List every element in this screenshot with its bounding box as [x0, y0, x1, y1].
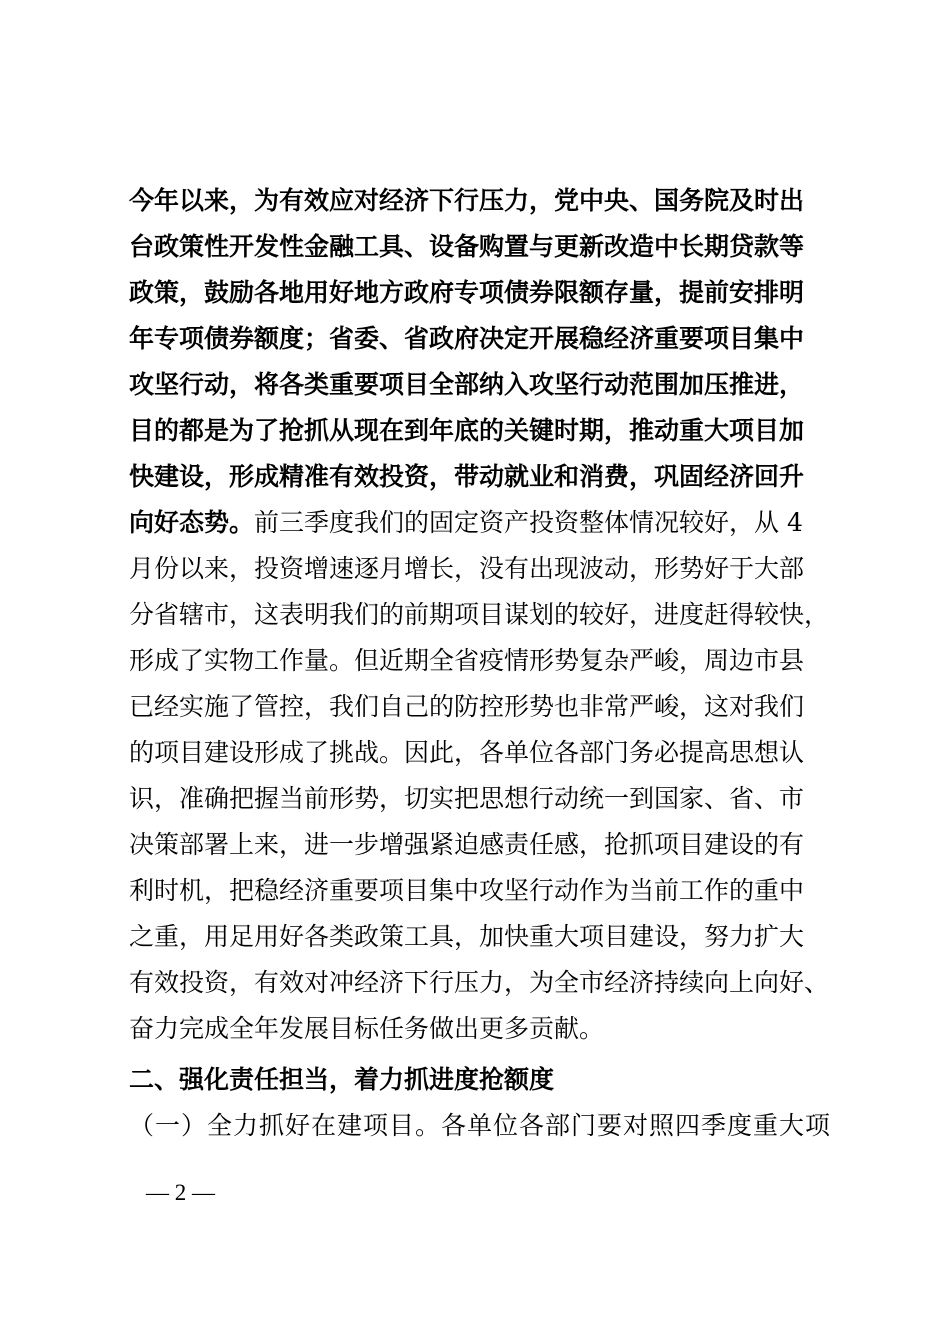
normal-text: 分省辖市，这表明我们的前期项目谋划的较好，进度赶得较快，: [129, 600, 830, 629]
bold-text: 台政策性开发性金融工具、设备购置与更新改造中长期贷款等: [129, 232, 805, 261]
paragraph-line: [129, 638, 829, 684]
paragraph-line: [129, 178, 829, 224]
paragraph-line: [129, 730, 829, 776]
normal-text: 有效投资，有效对冲经济下行压力，为全市经济持续向上向好、: [129, 968, 830, 997]
normal-text: 决策部署上来，进一步增强紧迫感责任感，抢抓项目建设的有: [129, 830, 805, 859]
bold-text: 攻坚行动，将各类重要项目全部纳入攻坚行动范围加压推进，: [129, 370, 805, 399]
bold-text: 今年以来，为有效应对经济下行压力，党中央、国务院及时出: [129, 186, 805, 215]
bold-text: 年专项债券额度；省委、省政府决定开展稳经济重要项目集中: [129, 324, 805, 353]
page-number: — 2 —: [146, 1180, 215, 1205]
normal-text: 已经实施了管控，我们自己的防控形势也非常严峻，这对我们: [129, 692, 805, 721]
paragraph-line: [129, 500, 829, 546]
paragraph-line: [129, 960, 829, 1006]
bold-text: 目的都是为了抢抓从现在到年底的关键时期，推动重大项目加: [129, 416, 805, 445]
paragraph-line: [129, 592, 829, 638]
bold-text: 向好态势。: [129, 508, 255, 537]
paragraph-line: [129, 914, 829, 960]
normal-text: 的项目建设形成了挑战。因此，各单位各部门务必提高思想认: [129, 738, 805, 767]
normal-text: 识，准确把握当前形势，切实把思想行动统一到国家、省、市: [129, 784, 805, 813]
bold-text: 快建设，形成精准有效投资，带动就业和消费，巩固经济回升: [129, 462, 805, 491]
paragraph-line: [129, 776, 829, 822]
normal-text: 月份以来，投资增速逐月增长，没有出现波动，形势好于大部: [129, 554, 805, 583]
paragraph-line: [129, 316, 829, 362]
subsection-line: （一）全力抓好在建项目。各单位各部门要对照四季度重大项: [129, 1111, 832, 1140]
normal-text: 奋力完成全年发展目标任务做出更多贡献。: [129, 1014, 605, 1043]
paragraph-line: [129, 868, 829, 914]
normal-text: 形成了实物工作量。但近期全省疫情形势复杂严峻，周边市县: [129, 646, 805, 675]
normal-text: 之重，用足用好各类政策工具，加快重大项目建设，努力扩大: [129, 922, 805, 951]
bold-text: 政策，鼓励各地用好地方政府专项债券限额存量，提前安排明: [129, 278, 805, 307]
paragraph-line: [129, 822, 829, 868]
paragraph-line: [129, 684, 829, 730]
normal-text: 前三季度我们的固定资产投资整体情况较好，从 4: [254, 508, 803, 537]
paragraph-line: [129, 270, 829, 316]
paragraph-line: [129, 362, 829, 408]
paragraph-line: [129, 224, 829, 270]
paragraph-line: [129, 546, 829, 592]
normal-text: 利时机，把稳经济重要项目集中攻坚行动作为当前工作的重中: [129, 876, 805, 905]
section-heading: 二、强化责任担当，着力抓进度抢额度: [129, 1065, 555, 1094]
paragraph-line: [129, 1006, 829, 1052]
body-paragraph: [129, 178, 829, 1052]
paragraph-line: [129, 408, 829, 454]
paragraph-line: [129, 454, 829, 500]
